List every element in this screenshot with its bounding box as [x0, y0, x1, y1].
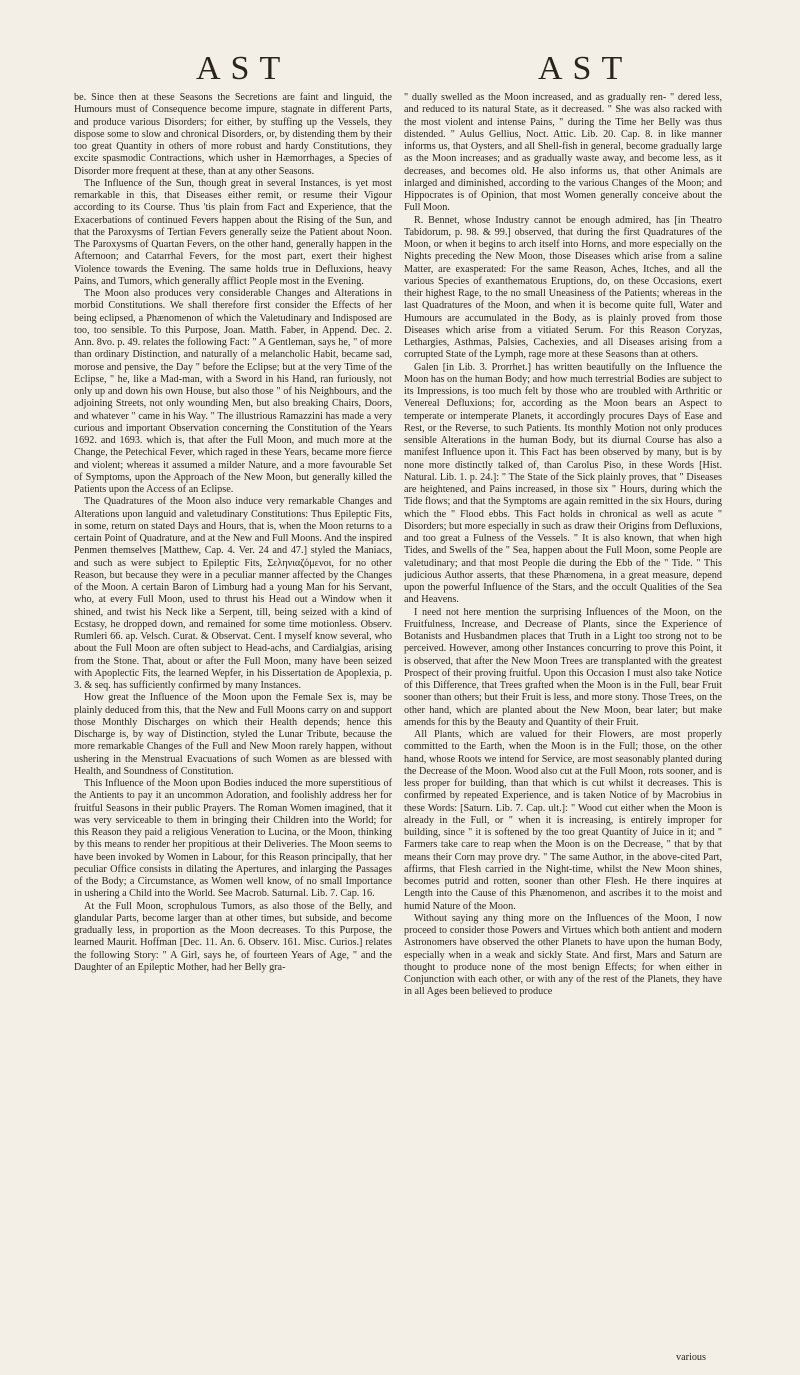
left-column: [74, 92, 392, 1362]
paragraph: The Quadratures of the Moon also induce very remarkable Changes and Alterations upon languid and valetudinary Constitutions: Thus Epileptic Fits, in some, return on stated Days and Hours, that is, when the Moon returns to a certain Point of Quadrature, and at the New and Full Moons. And the inspired Penmen themselves [Matthew, Cap. 4. Ver. 24 and 47.] styled the Maniacs, and such as were subject to Epileptic Fits, Σεληνιαζόμενοι, for no other Reason, but because they were in a peculiar manner affected by the Changes of the Moon. A certain Baron of Limburg had a young Man for his Servant, who, at every Full Moon, used to thrust his Head out a Window when it shined, and twist his Neck like a Serpent, till, being seized with a kind of Ecstasy, he dropped down, and remained for some time motionless. Observ. Rumleri 66. ap. Velsch. Curat. & Observat. Cent. I myself know several, who about the Full Moon are often subject to Head-achs, and Cardialgias, arising from the Stone. That, about or after the Full Moon, many have been seized with Apoplectic Fits, the learned Wepfer, in his Dissertation de Apoplexia, p. 3. & seq. has sufficiently confirmed by many Instances.: [74, 496, 392, 691]
paragraph: Without saying any thing more on the Influences of the Moon, I now proceed to consider those Powers and Virtues which both antient and modern Astronomers have observed the other Planets to have upon the human Body, especially when in a weak and sickly State. And first, Mars and Saturn are thought to produce none of the most benign Effects; for when either in Conjunction with each other, or with any of the rest of the Planets, they have in all Ages been believed to produce: [404, 912, 722, 998]
running-head: [0, 50, 800, 90]
running-head-left: AST: [196, 50, 291, 87]
paragraph: The Moon also produces very considerable Changes and Alterations in morbid Constitutions. We shall therefore first consider the Effects of her being eclipsed, a Phænomenon of which the Valetudinary and Indisposed are too, too sensible. To this Purpose, Joan. Matth. Faber, in Append. Dec. 2. Ann. 8vo. p. 49. relates the following Fact: " A Gentleman, says he, " of more than ordinary Distinction, and naturally of a melancholic Habit, became sad, morose and pensive, the Day " before the Eclipse; but at the very Time of the Eclipse, " he, like a Mad-man, with a Sword in his Hand, ran furiously, not only up and down his own House, but also those " of his Neighbours, and the adjoining Streets, not only wounding Men, but also breaking Chairs, Doors, and whatever " came in his Way. " The illustrious Ramazzini has made a very curious and important Observation concerning the Constitution of the Years 1692. and 1693. which is, that after the Full Moon, and much more at the Change, the Petechical Fever, which raged in these Years, became more fierce and violent; whereas it assumed a milder Nature, and a more favourable Set of Symptoms, upon the Approach of the New Moon, but generally killed the Patients upon the Access of an Eclipse.: [74, 288, 392, 495]
catchword: various: [676, 1352, 706, 1363]
paragraph: The Influence of the Sun, though great in several Instances, is yet most remarkable in this, that Diseases either remit, or resume their Vigour according to its Course. Thus 'tis plain from Fact and Experience, that the Exacerbations of continued Fevers happen about the Rising of the Sun, and that the Paroxysms of Tertian Fevers generally seize the Patient about Noon. The Paroxysms of Quartan Fevers, on the other hand, generally happen in the Afternoon; and Catarrhal Fevers, for the most part, exert their highest Violence towards the Evening. The same holds true in Defluxions, heavy Pains, and Tumors, which generally afflict People most in the Evening.: [74, 177, 392, 287]
paragraph: be. Since then at these Seasons the Secretions are faint and linguid, the Humours must of Consequence become impure, stagnate in different Parts, and produce various Disorders; for either, by stuffing up the Vessels, they dispose some to slow and chronical Disorders, or, by distending them by their too great Quantity in others of more robust and hardy Constitutions, they excite spasmodic Contractions, which usher in Hæmorrhages, a Species of Disorder more frequent at these, than at any other Seasons.: [74, 92, 392, 177]
paragraph: Galen [in Lib. 3. Prorrhet.] has written beautifully on the Influence the Moon has on the human Body; and how much terrestrial Bodies are subject to its Impressions, is too much felt by those who are troubled with Arthritic or Venereal Defluxions; for, according as the Moon bears an Aspect to temperate or intemperate Planets, it accordingly procures Days of Ease and Rest, or the Reverse, to such Patients. Its monthly Motion not only produces sensible Alterations in the human Body, but its diurnal Course has also a manifest Influence upon it. This Fact has been observed by many, but is by none more distinctly talked of, than Carolus Piso, in these Words [Hist. Natural. Lib. 1. p. 24.]: " The State of the Sick plainly proves, that " Diseases are heightened, and Pains increased, in those six " Hours, during which the Tide flows; and that the Symptoms are again remitted in the six Hours, during which the " Flood ebbs. This Fact holds in chronical as well as acute " Disorders; but more especially in such as draw their Origins from Defluxions, and too great a Fulness of the Vessels. " It is also known, that when high Tides, and Swells of the " Sea, happen about the Full Moon, some People are valetudinary; and that most People die during the Ebb of the " Tide. " This judicious Author asserts, that these Phænomena, in a great measure, depend upon the powerful Influence of the Stars, and the occult Qualities of the Sea and Heavens.: [404, 361, 722, 606]
paragraph: All Plants, which are valued for their Flowers, are most properly committed to the Earth, when the Moon is in the Full; those, on the other hand, whose Roots we intend for Service, are most seasonably planted during the Decrease of the Moon. Wood also cut at the Full Moon, rots sooner, and is less proper for building, than that which is cut whilst it decreases. This is confirmed by repeated Experience, and is taken Notice of by Macrobius in these Words: [Saturn. Lib. 7. Cap. ult.]: " Wood cut either when the Moon is already in the Full, or " when it is increasing, is entirely improper for building, since " it is softened by the too great Quantity of Juice in it; and " Farmers take care to reap when the Moon is on the Decrease, " that by that means their Corn may prove dry. " The same Author, in the above-cited Part, affirms, that Flesh carried in the Night-time, whilst the New Moon shines, becomes putrid and rotten, sooner than other Flesh. He there inquires at Length into the Cause of this Phænomenon, and ascribes it to the moist and humid Nature of the Moon.: [404, 729, 722, 912]
right-column: [404, 92, 722, 1362]
running-head-right: AST: [538, 50, 633, 87]
paragraph: How great the Influence of the Moon upon the Female Sex is, may be plainly deduced from this, that the New and Full Moons carry on and support those Monthly Discharges on which their Health depends; hence this Discharge is, by way of Distinction, styled the Lunar Tribute, because the more remarkable Changes of the Full and New Moon rarely happen, without ushering in the Menstrual Evacuations of such Women as are blessed with Health, and Soundness of Constitution.: [74, 692, 392, 777]
paragraph: " dually swelled as the Moon increased, and as gradually ren- " dered less, and reduced to its natural State, as it decreased. " She was also racked with the most violent and intense Pains, " during the Time her Belly was thus distended. " Aulus Gellius, Noct. Attic. Lib. 20. Cap. 8. in like manner informs us, that Oysters, and all Shell-fish in general, become gradually large as the Moon increases; and as gradually waste away, and become less, as it decreases, and becomes old. He also informs us, that other Animals are inlarged and diminished, according to the various Changes of the Moon; and Hippocrates is of Opinion, that most Women generally conceive about the Full Moon.: [404, 92, 722, 214]
paragraph: I need not here mention the surprising Influences of the Moon, on the Fruitfulness, Increase, and Decrease of Plants, since the Experience of Botanists and Husbandmen places that Truth in a Light too strong not to be perceived. However, among other Instances concurring to prove this Point, it is observed, that after the New Moon Trees are transplanted with the greatest Prospect of their proving fruitful. Upon this Occasion I must also take Notice of this Difference, that Trees grafted when the Moon is in the Full, bear Fruit sooner than others; but their Fruit is less, and more stony. Those Trees, on the other hand, which are planted about the New Moon, bear later; but make amends for this by the Beauty and Quantity of their Fruit.: [404, 606, 722, 728]
paragraph: At the Full Moon, scrophulous Tumors, as also those of the Belly, and glandular Parts, become larger than at other times, but subside, and become gradually less, in proportion as the Moon decreases. To this Purpose, the learned Maurit. Hoffman [Dec. 11. An. 6. Observ. 161. Misc. Curios.] relates the following Story: " A Girl, says he, of fourteen Years of Age, " and the Daughter of an Epileptic Mother, had her Belly gra-: [74, 900, 392, 973]
paragraph: This Influence of the Moon upon Bodies induced the more superstitious of the Antients to pay it an uncommon Adoration, and foolishly address her for fruitful Seasons in their public Prayers. The Roman Women imagined, that it was very serviceable to them in bringing their Children into the World; for this Reason they paid a religious Veneration to Lucina, or the Moon, thinking by this means to render her propitious at their Deliveries. The Moon seems to have been invoked by Women in Labour, for this Reason principally, that her peculiar Office consists in dilating the Apertures, and inlarging the Passages of the Body; a Circumstance, as Women well know, of no small Importance in ushering a Child into the World. See Macrob. Saturnal. Lib. 7. Cap. 16.: [74, 778, 392, 900]
paragraph: R. Bennet, whose Industry cannot be enough admired, has [in Theatro Tabidorum, p. 98. & 99.] observed, that during the first Quadratures of the Moon, or when it begins to arch itself into Horns, and more especially on the Nights preceding the New Moon, those Diseases which arise from a saline Matter, are exasperated: For the same Reason, Aches, Itches, and all the various Species of exanthematous Eruptions, do, on these Occasions, exert their highest Rage, to the no small Uneasiness of the Patients; whereas in the last Quadratures of the Moon, and when it is become quite full, Water and Humours are accumulated in the Body, as is plainly proved from those Diseases which arise from a vitiated Serum. For this Reason Coryzas, Lethargies, Asthmas, Palsies, Cachexies, and all Diseases arising from a corrupted State of the Lymph, rage more at these Seasons than at others.: [404, 214, 722, 361]
text-columns: [74, 92, 722, 1362]
